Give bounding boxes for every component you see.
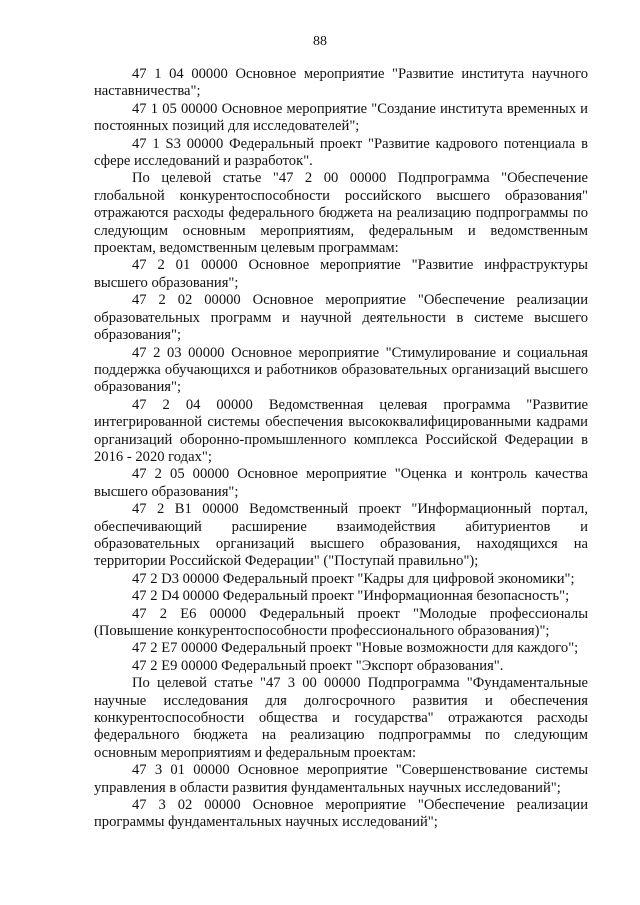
paragraph: 47 2 02 00000 Основное мероприятие "Обеспечение реализации образовательных программ и научной деятельности в системе высшего образования"; — [94, 292, 588, 344]
paragraph: 47 2 E7 00000 Федеральный проект "Новые возможности для каждого"; — [132, 640, 579, 657]
paragraph: По целевой статье "47 2 00 00000 Подпрограмма "Обеспечение глобальной конкурентоспособности российского высшего образования" отражаются расходы федерального бюджета на реализацию подпрограммы по следующим основным мероприятиям, федеральным и ведомственным проектам, ведомственным целевым программам: — [94, 170, 588, 257]
paragraph: 47 1 04 00000 Основное мероприятие "Развитие института научного наставничества"; — [94, 66, 588, 100]
paragraph: 47 2 E6 00000 Федеральный проект "Молодые профессионалы (Повышение конкурентоспособности профессионального образования)"; — [94, 605, 588, 639]
paragraph: 47 2 01 00000 Основное мероприятие "Развитие инфраструктуры высшего образования"; — [94, 257, 588, 291]
paragraph: 47 2 05 00000 Основное мероприятие "Оценка и контроль качества высшего образования"; — [94, 466, 588, 500]
document-body — [94, 66, 588, 832]
paragraph: По целевой статье "47 3 00 00000 Подпрограмма "Фундаментальные научные исследования для долгосрочного развития и обеспечения конкурентоспособности общества и государства" отражаются расходы федерального бюджета на реализацию подпрограммы по следующим основным мероприятиям и федеральным проектам: — [94, 675, 588, 761]
paragraph: 47 2 04 00000 Ведомственная целевая программа "Развитие интегрированной системы обеспечения высококвалифицированными кадрами организаций оборонно-промышленного комплекса Российской Федерации в 2016 - 2020 годах"; — [94, 396, 588, 465]
paragraph: 47 1 S3 00000 Федеральный проект "Развитие кадрового потенциала в сфере исследований и разработок". — [94, 135, 588, 170]
page-number: 88 — [313, 34, 327, 49]
paragraph: 47 2 D4 00000 Федеральный проект "Информационная безопасность"; — [132, 588, 570, 605]
paragraph: 47 2 D3 00000 Федеральный проект "Кадры для цифровой экономики"; — [132, 570, 575, 587]
paragraph: 47 3 01 00000 Основное мероприятие "Совершенствование системы управления в области развития фундаментальных научных исследований"; — [94, 762, 588, 796]
paragraph: 47 2 03 00000 Основное мероприятие "Стимулирование и социальная поддержка обучающихся и работников образовательных организаций высшего образования"; — [94, 344, 588, 396]
paragraph: 47 3 02 00000 Основное мероприятие "Обеспечение реализации программы фундаментальных научных исследований"; — [94, 797, 588, 831]
paragraph: 47 2 E9 00000 Федеральный проект "Экспорт образования". — [132, 657, 504, 674]
paragraph: 47 1 05 00000 Основное мероприятие "Создание института временных и постоянных позиций для исследователей"; — [94, 100, 588, 135]
paragraph: 47 2 B1 00000 Ведомственный проект "Информационный портал, обеспечивающий расширение взаимодействия абитуриентов и образовательных организаций высшего образования, находящихся на территории Российской Федерации" ("Поступай правильно"); — [94, 501, 588, 570]
